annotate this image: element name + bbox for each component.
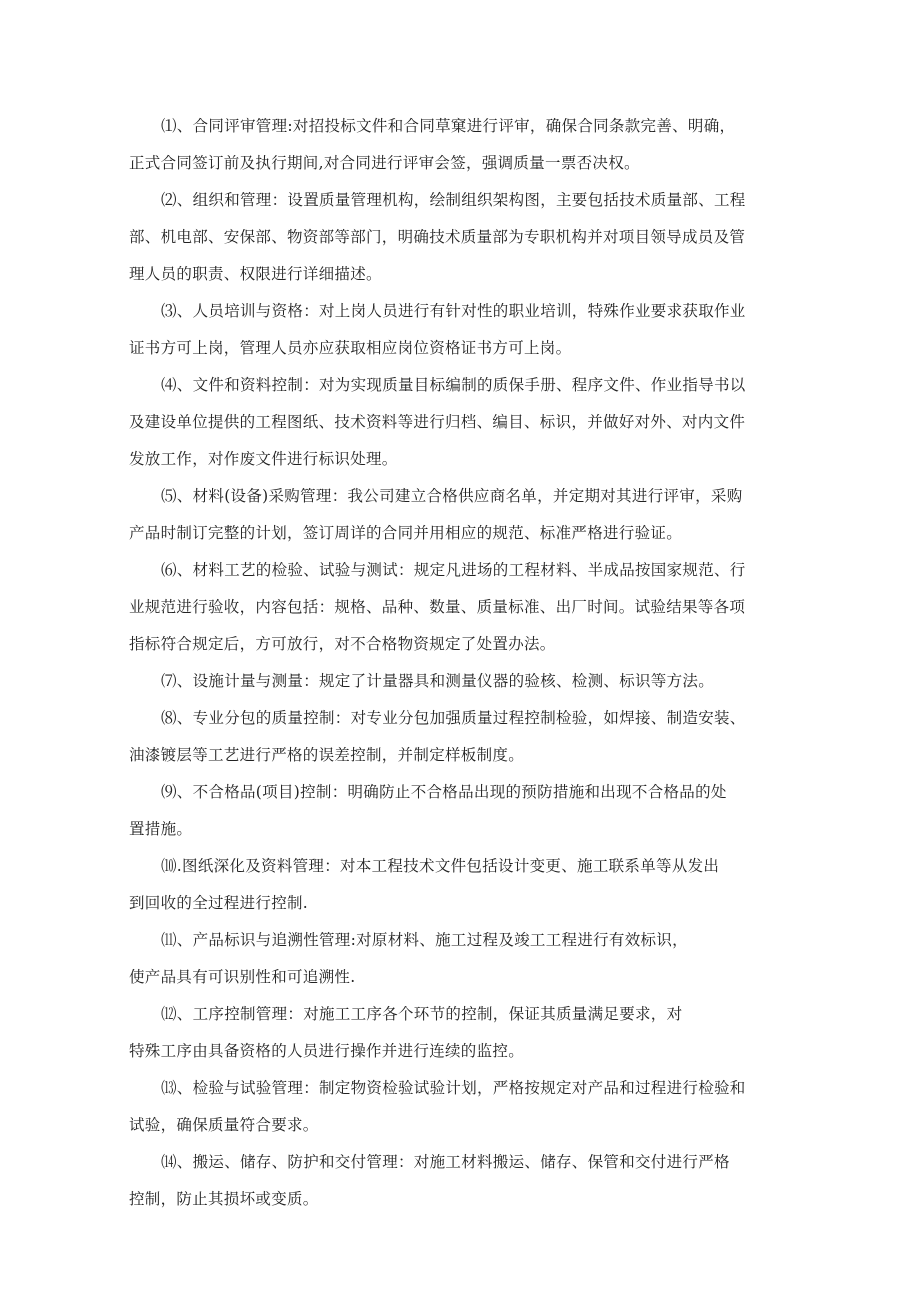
paragraph-line: ⑽.图纸深化及资料管理：对本工程技术文件包括设计变更、施工联系单等从发出 [161,857,720,875]
paragraph-measurement [129,663,805,700]
paragraph-line: 证书方可上岗，管理人员亦应获取相应岗位资格证书方可上岗。 [129,339,572,357]
paragraph-line: ⒁、搬运、储存、防护和交付管理：对施工材料搬运、储存、保管和交付进行严格 [161,1153,730,1171]
paragraph-line: 理人员的职责、权限进行详细描述。 [129,265,382,283]
paragraph-line: 指标符合规定后，方可放行，对不合格物资规定了处置办法。 [129,635,556,653]
paragraph-document-control [129,367,805,478]
paragraph-line: ⑾、产品标识与追溯性管理:对原材料、施工过程及竣工工程进行有效标识， [161,931,688,949]
paragraph-training [129,293,805,367]
paragraph-line: ⒀、检验与试验管理：制定物资检验试验计划，严格按规定对产品和过程进行检验和 [161,1079,746,1097]
paragraph-line: 部、机电部、安保部、物资部等部门，明确技术质量部为专职机构并对项目领导成员及管 [129,228,746,246]
paragraph-line: 使产品具有可识别性和可追溯性. [129,968,356,986]
paragraph-line: ⑻、专业分包的质量控制：对专业分包加强质量过程控制检验，如焊接、制造安装、 [161,709,746,727]
paragraph-inspection-management [129,1070,805,1144]
paragraph-line: 正式合同签订前及执行期间,对合同进行评审会签，强调质量一票否决权。 [129,154,640,172]
paragraph-line: ⑷、文件和资料控制：对为实现质量目标编制的质保手册、程序文件、作业指导书以 [161,376,746,394]
paragraph-line: ⑿、工序控制管理：对施工工序各个环节的控制，保证其质量满足要求，对 [161,1005,683,1023]
paragraph-procurement [129,478,805,552]
paragraph-nonconforming [129,774,805,848]
paragraph-line: 产品时制订完整的计划，签订周详的合同并用相应的规范、标准严格进行验证。 [129,524,683,542]
paragraph-line: 发放工作，对作废文件进行标识处理。 [129,450,398,468]
paragraph-line: 到回收的全过程进行控制. [129,894,309,912]
paragraph-inspection-testing [129,552,805,663]
paragraph-line: ⑹、材料工艺的检验、试验与测试：规定凡进场的工程材料、半成品按国家规范、行 [161,561,746,579]
paragraph-contract-review [129,108,805,182]
paragraph-handling-storage [129,1144,805,1218]
paragraph-drawings [129,848,805,922]
paragraph-subcontracting [129,700,805,774]
paragraph-line: ⑶、人员培训与资格：对上岗人员进行有针对性的职业培训，特殊作业要求获取作业 [161,302,746,320]
paragraph-organization [129,182,805,293]
paragraph-line: 特殊工序由具备资格的人员进行操作并进行连续的监控。 [129,1042,525,1060]
paragraph-traceability [129,922,805,996]
paragraph-line: 试验，确保质量符合要求。 [129,1116,319,1134]
paragraph-line: ⑼、不合格品(项目)控制：明确防止不合格品出现的预防措施和出现不合格品的处 [161,783,727,801]
paragraph-line: 业规范进行验收，内容包括：规格、品种、数量、质量标准、出厂时间。试验结果等各项 [129,598,746,616]
paragraph-line: 油漆镀层等工艺进行严格的误差控制，并制定样板制度。 [129,746,525,764]
paragraph-line: 置措施。 [129,820,193,838]
paragraph-line: 及建设单位提供的工程图纸、技术资料等进行归档、编目、标识，并做好对外、对内文件 [129,413,746,431]
paragraph-line: ⑵、组织和管理：设置质量管理机构，绘制组织架构图，主要包括技术质量部、工程 [161,191,746,209]
paragraph-line: ⑴、合同评审管理:对招投标文件和合同草窠进行评审，确保合同条款完善、明确， [161,117,736,135]
paragraph-line: ⑸、材料(设备)采购管理：我公司建立合格供应商名单，并定期对其进行评审，采购 [161,487,743,505]
paragraph-line: 控制，防止其损坏或变质。 [129,1190,319,1208]
document-body [129,108,805,1218]
paragraph-line: ⑺、设施计量与测量：规定了计量器具和测量仪器的验核、检测、标识等方法。 [161,672,715,690]
paragraph-process-control [129,996,805,1070]
